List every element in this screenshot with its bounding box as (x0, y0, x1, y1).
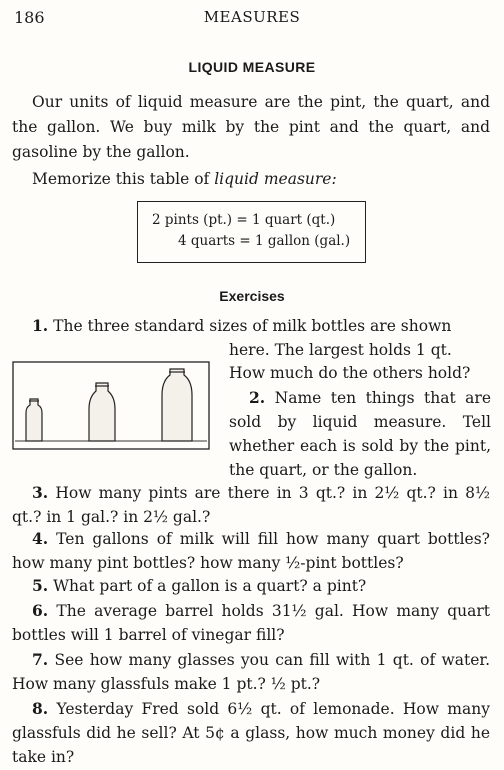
exercise-6 (12, 599, 490, 647)
exercise-number: 8. (32, 699, 49, 718)
table-row-quarts: 4 quarts = 1 gallon (gal.) (178, 233, 351, 249)
exercise-text: Ten gallons of milk will fill how many quart bottles? how many pint bottles? how many ½-pint bottles? (12, 530, 490, 572)
exercise-4 (12, 527, 490, 575)
exercise-number: 1. (32, 316, 49, 335)
memorize-text: Memorize this table of (32, 170, 215, 188)
milk-bottles-illustration (12, 361, 210, 450)
table-row-pints: 2 pints (pt.) = 1 quart (qt.) (152, 212, 336, 228)
exercise-5 (12, 574, 490, 598)
running-title: MEASURES (203, 8, 301, 26)
exercise-1-line2: here. The largest holds 1 qt. (229, 341, 452, 359)
section-title: LIQUID MEASURE (188, 59, 316, 75)
exercise-number: 7. (32, 650, 49, 669)
exercise-number: 5. (32, 576, 49, 595)
pint-bottle-icon (89, 383, 115, 441)
exercise-text: What part of a gallon is a quart? a pint? (53, 577, 367, 595)
exercise-3 (12, 481, 490, 529)
half-pint-bottle-icon (26, 399, 42, 441)
exercise-1-line1 (32, 314, 490, 338)
exercise-number: 3. (32, 483, 49, 502)
page-number: 186 (14, 8, 45, 27)
page-header (14, 8, 490, 30)
exercise-2 (229, 386, 491, 482)
quart-bottle-icon (162, 369, 192, 441)
exercise-number: 4. (32, 529, 49, 548)
exercise-7 (12, 648, 490, 696)
exercise-text: Name ten things that are sold by liquid measure. Tell whether each is sold by the pint, the quart, or the gallon. (229, 389, 491, 479)
memorize-emphasis: liquid measure: (214, 170, 337, 188)
exercise-text: See how many glasses you can fill with 1 qt. of water. How many glassfuls make 1 pt.? ½ pt.? (12, 651, 491, 693)
intro-paragraph: Our units of liquid measure are the pint, the quart, and the gallon. We buy milk by the pint and the quart, and gasoline by the gallon. (12, 93, 490, 161)
exercise-text: The three standard sizes of milk bottles are shown (53, 317, 452, 335)
exercise-text: The average barrel holds 31½ gal. How many quart bottles will 1 barrel of vinegar fill? (12, 602, 490, 644)
exercise-number: 2. (249, 388, 266, 407)
exercises-heading: Exercises (219, 288, 285, 304)
measure-table (137, 201, 366, 263)
exercise-text: Yesterday Fred sold 6½ qt. of lemonade. How many glassfuls did he sell? At 5¢ a glass, how much money did he take in? (12, 700, 490, 766)
exercise-1-line3: How much do the others hold? (229, 364, 471, 382)
exercise-8 (12, 697, 490, 769)
exercise-number: 6. (32, 601, 49, 620)
exercise-text: How many pints are there in 3 qt.? in 2½ qt.? in 8½ qt.? in 1 gal.? in 2½ gal.? (12, 484, 490, 526)
memorize-instruction (12, 167, 490, 192)
